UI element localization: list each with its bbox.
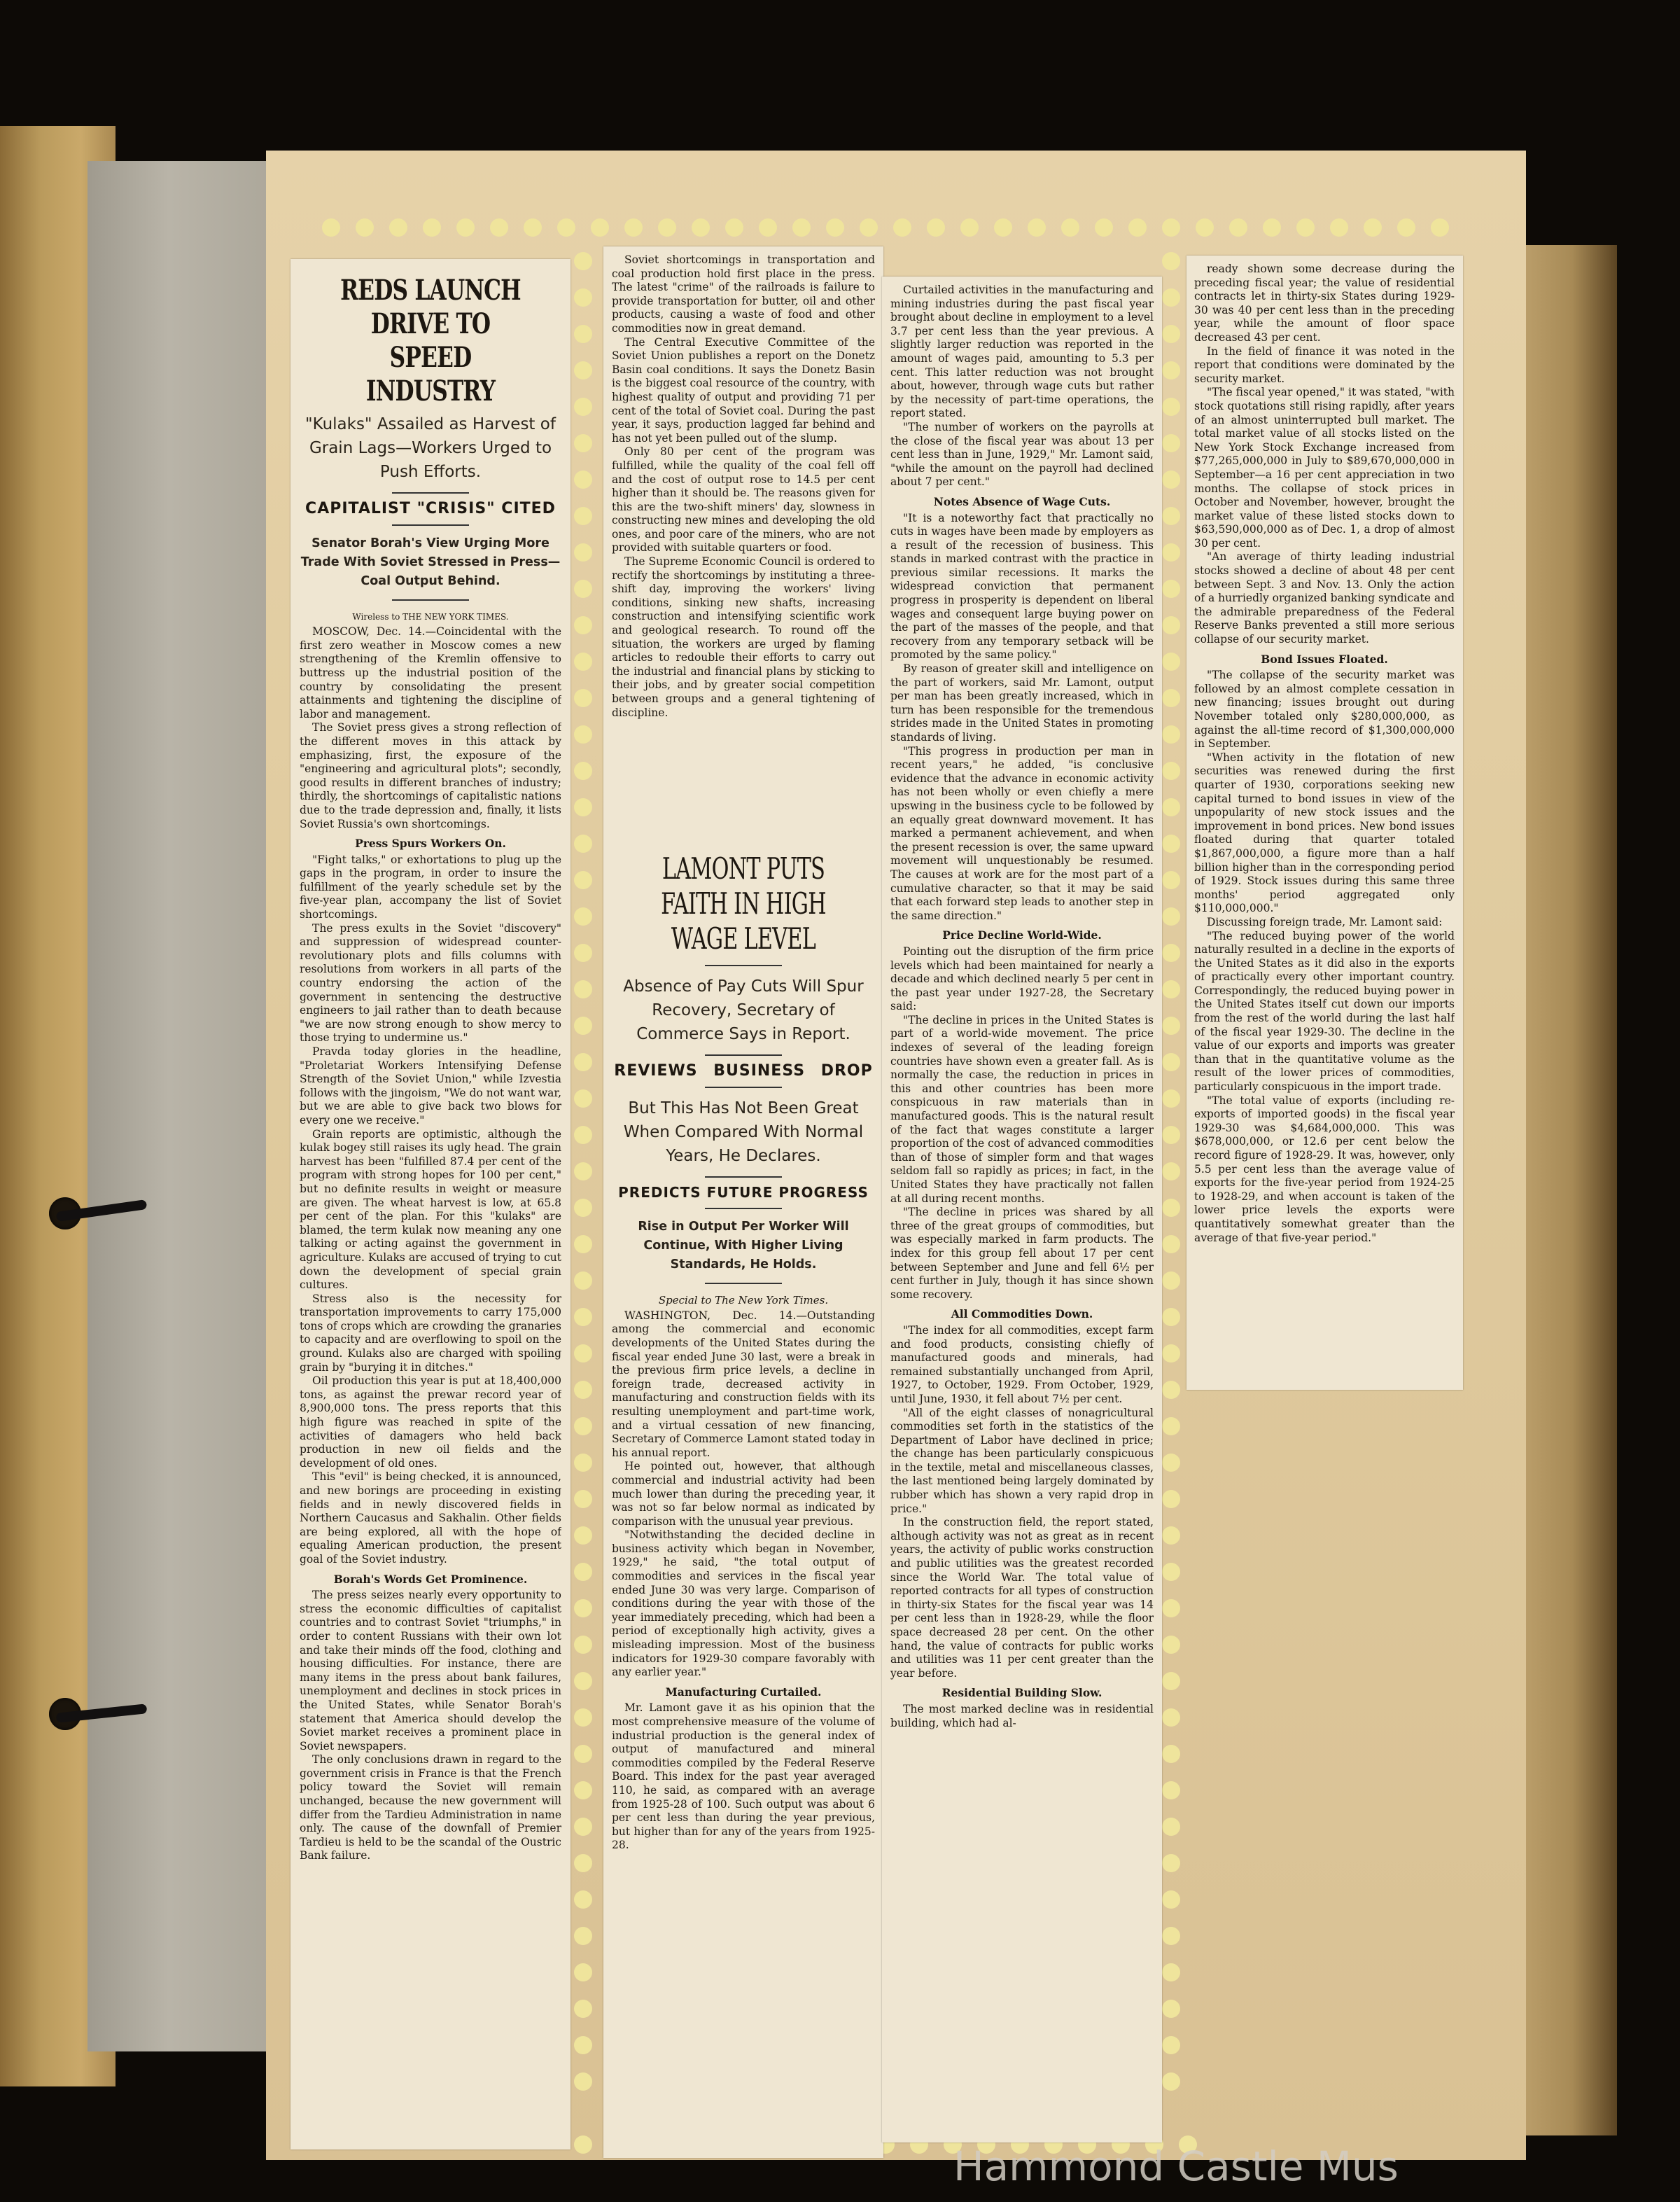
- perforation-dot: [574, 1381, 592, 1399]
- perforation-dot: [322, 218, 340, 237]
- article-subhead: REVIEWS BUSINESS DROP: [614, 1062, 873, 1080]
- perforation-dot: [1229, 218, 1247, 237]
- divider-rule: [705, 1087, 782, 1088]
- body-paragraph: Mr. Lamont gave it as his opinion that the most comprehensive measure of the volume of industrial production is the general index of output of manufactured and mineral commodities compiled by the Federal Reserve Board. This index for the past year averaged 110, he said, as compared with an average from 1925-28 of 100. Such output was about 6 per cent less than during the year previous, but higher than for any of the years from 1925-28.: [612, 1701, 875, 1852]
- section-heading: Residential Building Slow.: [941, 1686, 1102, 1700]
- perforation-dot: [1364, 218, 1382, 237]
- perforation-dot: [574, 1781, 592, 1799]
- headline-block: [300, 274, 561, 408]
- body-paragraph: Grain reports are optimistic, although the kulak bogey still raises its ugly head. The grain harvest has been "fulfilled 87.4 per cent of the program with strong hopes for 100 per cent," but no definite results in weight or measure are given. The wheat harvest is low, at 65.8 per cent of the plan. For this "kulaks" are blamed, the term kulak now meaning any one talking or acting against the government in agriculture. Kulaks are accused of trying to cut down the development of special grain cultures.: [300, 1127, 561, 1292]
- body-paragraph: "The index for all commodities, except farm and food products, consisting chiefly of manufactured goods and minerals, had remained substantially unchanged from April, 1927, to October, 1929. From October, 1929, until June, 1930, it fell about 7½ per cent.: [890, 1323, 1154, 1405]
- perforation-dot: [1162, 1781, 1180, 1799]
- perforation-dot: [1162, 434, 1180, 452]
- divider-rule: [392, 492, 469, 494]
- headline-block: [612, 851, 875, 956]
- perforation-dot: [574, 398, 592, 416]
- perforation-dot: [1162, 980, 1180, 998]
- perforation-dot: [826, 218, 844, 237]
- perforation-dot: [574, 1526, 592, 1545]
- perforation-dot: [574, 798, 592, 816]
- body-paragraph: The only conclusions drawn in regard to the government crisis in France is that the French policy toward the Soviet will remain unchanged, because the new government will differ from the Tardieu Administration in name only. The cause of the downfall of Premier Tardieu is held to be the scandal of the Oustric Bank failure.: [300, 1753, 561, 1862]
- perforation-dot: [1431, 218, 1449, 237]
- perforation-dot: [792, 218, 811, 237]
- perforation-dot: [1162, 871, 1180, 889]
- perforation-dot: [1196, 218, 1214, 237]
- section-heading: Bond Issues Floated.: [1261, 652, 1388, 666]
- body-paragraph: Pointing out the disruption of the firm price levels which had been maintained for nearly a decade and which declined nearly 5 per cent in the past year under 1927-28, the Secretary said:: [890, 945, 1154, 1013]
- article-deck: Absence of Pay Cuts Will Spur Recovery, Secretary of Commerce Says in Report.: [623, 977, 864, 1043]
- perforation-dot: [574, 835, 592, 853]
- perforation-dot: [1162, 907, 1180, 926]
- perforation-dot: [574, 2036, 592, 2054]
- body-paragraph: The Soviet press gives a strong reflection of the different moves in this attack by emphasizing, first, the exposure of the "engineering and agricultural plots"; secondly, good results in different branches of industry; thirdly, the shortcomings of capitalistic nations due to the trade depression and, finally, it lists Soviet Russia's own shortcomings.: [300, 721, 561, 830]
- perforation-dot: [759, 218, 777, 237]
- perforation-dot: [591, 218, 609, 237]
- perforation-dot: [574, 2072, 592, 2091]
- perforation-dot: [574, 1199, 592, 1217]
- perforation-dot: [1162, 1563, 1180, 1581]
- perforation-dot: [1128, 218, 1147, 237]
- body-paragraph: "The decline in prices was shared by all three of the great groups of commodities, but was especially marked in farm products. The index for this group fell about 17 per cent between September and June and fell 6½ per cent further in July, though it has since shown some recovery.: [890, 1206, 1154, 1301]
- perforation-dot: [1162, 1199, 1180, 1217]
- article-headline: LAMONT PUTS FAITH IN HIGH WAGE LEVEL: [661, 851, 826, 956]
- divider-rule: [705, 1054, 782, 1056]
- perforation-dot: [574, 361, 592, 379]
- perforation-dot: [356, 218, 374, 237]
- perforation-dot: [692, 218, 710, 237]
- perforation-dot: [1162, 471, 1180, 489]
- body-paragraph: The Supreme Economic Council is ordered to rectify the shortcomings by instituting a three-shift day, improving the workers' living conditions, sinking new shafts, increasing construction and intensifying scientific work and geological research. To round off the situation, the workers are urged by flaming articles to redouble their efforts to carry out the industrial and financial plans by sticking to their jobs, and by greater social competition between groups and a general tightening of discipline.: [612, 555, 875, 719]
- perforation-dot: [574, 434, 592, 452]
- perforation-dot: [557, 218, 575, 237]
- article-subhead: CAPITALIST "CRISIS" CITED: [305, 500, 556, 517]
- perforation-dot: [1162, 252, 1180, 270]
- perforation-dot: [1162, 1417, 1180, 1435]
- body-paragraph: Pravda today glories in the headline, "Proletariat Workers Intensifying Defense Strength of the Soviet Union," while Izvestia follows with the jingoism, "We do not want war, but we are able to give back two blows for every one we receive.": [300, 1045, 561, 1127]
- perforation-dot: [1162, 1381, 1180, 1399]
- museum-watermark: Hammond Castle Mus: [953, 2142, 1399, 2190]
- perforation-dot: [1162, 762, 1180, 780]
- perforation-dot: [574, 1417, 592, 1435]
- perforation-dot: [490, 218, 508, 237]
- body-paragraph: In the construction field, the report stated, although activity was not as great as in recent years, the activity of public works construction and public utilities was the greatest recorded since the World War. The total value of reported contracts for all types of construction in thirty-six States for the fiscal year was 14 per cent less than in 1928-29, while the floor space decreased 28 per cent. On the other hand, the value of contracts for public works and utilities was 11 per cent greater than the year before.: [890, 1516, 1154, 1680]
- section-heading: Manufacturing Curtailed.: [665, 1685, 822, 1699]
- perforation-dot: [1162, 1854, 1180, 1872]
- article-headline: REDS LAUNCH DRIVE TO SPEED INDUSTRY: [340, 274, 521, 407]
- perforation-dot: [1028, 218, 1046, 237]
- perforation-dot: [574, 288, 592, 307]
- perforation-dot: [574, 1454, 592, 1472]
- perforation-dot: [624, 218, 643, 237]
- perforation-dot: [574, 1162, 592, 1180]
- article-deck-3: Rise in Output Per Worker Will Continue, With Higher Living Standards, He Holds.: [638, 1220, 849, 1272]
- article-subhead-2: PREDICTS FUTURE PROGRESS: [618, 1183, 869, 1201]
- perforation-dot: [574, 1890, 592, 1909]
- perforation-dot: [574, 1126, 592, 1144]
- perforation-dot: [1162, 1089, 1180, 1108]
- perforation-dot: [1162, 725, 1180, 744]
- perforation-dot: [725, 218, 743, 237]
- perforation-dot: [574, 2135, 592, 2154]
- perforation-dot: [1162, 218, 1180, 237]
- perforation-dot: [574, 907, 592, 926]
- perforation-dot: [960, 218, 979, 237]
- perforation-dot: [574, 1818, 592, 1836]
- perforation-dot: [574, 543, 592, 562]
- perforation-dot: [574, 1708, 592, 1727]
- article-lamont: [612, 847, 875, 2153]
- perforation-dot: [574, 762, 592, 780]
- body-paragraph: Soviet shortcomings in transportation and coal production hold first place in the press. The latest "crime" of the railroads is failure to provide transportation for butter, oil and other products, causing a waste of food and other commodities now in great demand.: [612, 253, 875, 335]
- divider-rule: [705, 1176, 782, 1178]
- body-paragraph: In the field of finance it was noted in the report that conditions were dominated by the security market.: [1194, 344, 1455, 385]
- perforation-dot: [1162, 1599, 1180, 1617]
- perforation-dot: [1162, 798, 1180, 816]
- perforation-dot: [1162, 1162, 1180, 1180]
- perforation-dot: [456, 218, 475, 237]
- body-paragraph: "Notwithstanding the decided decline in business activity which began in November, 1929," he said, "the total output of commodities and services in the fiscal year ended June 30 was very large. Comparison of conditions during the year with those of the year immediately preceding, which had been a period of exceptionally high activity, gives a misleading impression. Most of the business indicators for 1929-30 compare favorably with any earlier year.": [612, 1528, 875, 1679]
- section-heading: Price Decline World-Wide.: [942, 928, 1102, 942]
- body-paragraph: Only 80 per cent of the program was fulfilled, while the quality of the coal fell off and the cost of output rose to 14.5 per cent higher than it should be. The reasons given for this are the two-shift miners' day, slowness in constructing new mines and developing the old ones, and poor care of the miners, who are not provided with suitable quarters or food.: [612, 445, 875, 555]
- perforation-dot: [1162, 2000, 1180, 2018]
- perforation-dot: [574, 1271, 592, 1290]
- perforation-dot: [1162, 653, 1180, 671]
- perforation-dot: [1162, 398, 1180, 416]
- article-reds-launch-drive: [300, 270, 561, 2142]
- perforation-dot: [1162, 325, 1180, 343]
- perforation-dot: [1162, 543, 1180, 562]
- perforation-dot: [1162, 616, 1180, 634]
- perforation-dot: [574, 1308, 592, 1326]
- divider-rule: [705, 965, 782, 966]
- body-paragraph: "The total value of exports (including re-exports of imported goods) in the fiscal year 1929-30 was $4,684,000,000. This was $678,000,000, or 12.6 per cent below the record figure of 1928-29. It was, however, only 5.5 per cent less than the average value of exports for the five-year period from 1924-25 to 1928-29, and when account is taken of the lower price levels the exports were quantitatively somewhat greater than the average of that five-year period.": [1194, 1094, 1455, 1244]
- perforation-dot: [574, 507, 592, 525]
- divider-rule: [705, 1283, 782, 1284]
- perforation-dot: [1162, 2072, 1180, 2091]
- perforation-dot: [574, 471, 592, 489]
- article-deck-2: But This Has Not Been Great When Compared With Normal Years, He Declares.: [623, 1099, 864, 1165]
- perforation-dot: [574, 616, 592, 634]
- perforation-dot: [1095, 218, 1113, 237]
- perforation-dot: [574, 1563, 592, 1581]
- body-paragraph: "The fiscal year opened," it was stated, "with stock quotations still rising rapidly, after years of an almost uninterrupted bull market. The total market value of all stocks listed on the New York Stock Exchange increased from $77,265,000,000 in July to $89,670,000,000 in September—a 16 per cent appreciation in two months. The collapse of stock prices in October and November, however, brought the market value of these listed stocks down to $63,590,000,000 as of Dec. 1, a drop of almost 30 per cent.: [1194, 386, 1455, 550]
- body-paragraph: This "evil" is being checked, it is announced, and new borings are proceeding in existing fields and in newly discovered fields in Northern Caucasus and Sakhalin. Other fields are being explored, all with the hope of equaling American production, the present goal of the Soviet industry.: [300, 1470, 561, 1566]
- perforation-dot: [574, 1854, 592, 1872]
- body-paragraph: The most marked decline was in residential building, which had al-: [890, 1702, 1154, 1729]
- perforation-dot: [1162, 361, 1180, 379]
- article-lamont-concluded: [1194, 263, 1455, 1383]
- section-heading: Press Spurs Workers On.: [355, 837, 506, 851]
- divider-rule: [392, 599, 469, 601]
- perforation-dot: [1330, 218, 1348, 237]
- perforation-dot: [1162, 1053, 1180, 1071]
- article-lamont-continued: [890, 284, 1154, 2135]
- perforation-dot: [574, 1963, 592, 1981]
- perforation-dot: [1162, 835, 1180, 853]
- perforation-dot: [1162, 1963, 1180, 1981]
- perforation-dot: [574, 2000, 592, 2018]
- perforation-dot: [1397, 218, 1415, 237]
- perforation-dot: [927, 218, 945, 237]
- perforation-dot: [574, 252, 592, 270]
- perforation-dot: [574, 1089, 592, 1108]
- perforation-dot: [658, 218, 676, 237]
- body-paragraph: "The decline in prices in the United States is part of a world-wide movement. The price indexes of several of the leading foreign countries have shown even a greater fall. As is normally the case, the reduction in prices in this and other countries has been more conspicuous in raw materials than in manufactured goods. This is the natural result of the fact that wages constitute a larger proportion of the cost of advanced commodities than of those of simpler form and that wages seldom fall so rapidly as prices; in fact, in the United States they have practically not fallen at all during recent months.: [890, 1013, 1154, 1205]
- perforation-dot: [574, 689, 592, 707]
- perforation-dot: [1162, 1271, 1180, 1290]
- perforation-dot: [574, 1672, 592, 1690]
- perforation-dot: [574, 1599, 592, 1617]
- article-byline: Wireless to THE NEW YORK TIMES.: [352, 611, 509, 622]
- body-paragraph: ready shown some decrease during the preceding fiscal year; the value of residential contracts let in thirty-six States during 1929-30 was 40 per cent less than in the preceding year, while the amount of floor space decreased 43 per cent.: [1194, 263, 1455, 344]
- perforation-dot: [574, 580, 592, 598]
- perforation-dot: [574, 1745, 592, 1763]
- section-heading: All Commodities Down.: [951, 1307, 1093, 1321]
- perforation-dot: [860, 218, 878, 237]
- body-paragraph: The press seizes nearly every opportunity to stress the economic difficulties of capitalist countries and to contrast Soviet "triumphs," in order to content Russians with their own lot and take their minds off the food, clothing and housing difficulties. For instance, there are many items in the press about bank failures, unemployment and declines in stock prices in the United States, while Senator Borah's statement that America should develop the Soviet market receives a prominent place in Soviet newspapers.: [300, 1589, 561, 1752]
- divider-rule: [705, 1208, 782, 1209]
- perforation-dot: [1162, 288, 1180, 307]
- perforation-dot: [574, 325, 592, 343]
- perforation-dot: [574, 725, 592, 744]
- perforation-dot: [1162, 1344, 1180, 1363]
- body-paragraph: "This progress in production per man in recent years," he added, "is conclusive evidence that the advance in economic activity has not been wholly or even chiefly a mere upswing in the business cycle to be followed by an equally great downward movement. It has marked a permanent achievement, and when the present recession is over, the same upward movement will unquestionably be resumed. The causes at work are for the most part of a cumulative character, so that it may be said that each forward step leads to another step in the same direction.": [890, 744, 1154, 922]
- body-paragraph: Curtailed activities in the manufacturing and mining industries during the past fiscal year brought about decline in employment to a level 3.7 per cent less than the year previous. A slightly larger reduction was reported in the amount of wages paid, amounting to 5.3 per cent. This latter reduction was not brought about, however, through wage cuts but rather by the necessity of part-time operations, the report stated.: [890, 284, 1154, 420]
- body-paragraph: "It is a noteworthy fact that practically no cuts in wages have been made by employers as a result of the recession of business. This stands in marked contrast with the practice in previous similar recessions. It marks the widespread conviction that permanent progress in prosperity is dependent on liberal wages and consequent large buying power on the part of the masses of the people, and that recovery from any temporary setback will be promoted by the same policy.": [890, 511, 1154, 662]
- body-paragraph: MOSCOW, Dec. 14.—Coincidental with the first zero weather in Moscow comes a new strengthening of the Kremlin offensive to buttress up the industrial position of the country by consolidating the present attainments and tightening the discipline of labor and management.: [300, 625, 561, 720]
- perforation-dot: [1162, 1818, 1180, 1836]
- binding-strip: [88, 161, 290, 2051]
- body-paragraph: "The number of workers on the payrolls at the close of the fiscal year was about 13 per cent less than in June, 1929," Mr. Lamont said, "while the amount on the payroll had declined about 7 per cent.": [890, 420, 1154, 489]
- section-heading: Borah's Words Get Prominence.: [333, 1572, 528, 1586]
- perforation-dot: [574, 1235, 592, 1253]
- perforation-dot: [1162, 1526, 1180, 1545]
- perforation-dot: [1263, 218, 1281, 237]
- perforation-dot: [1162, 1235, 1180, 1253]
- perforation-dot: [1162, 1708, 1180, 1727]
- perforation-dot: [1162, 1927, 1180, 1945]
- perforation-dot: [1162, 1636, 1180, 1654]
- perforation-dot: [574, 653, 592, 671]
- perforation-dot: [1162, 1017, 1180, 1035]
- perforation-dot: [574, 1927, 592, 1945]
- body-paragraph: "An average of thirty leading industrial stocks showed a decline of about 48 per cent between Sept. 3 and Nov. 13. Only the action of a hurriedly organized banking syndicate and the admirable preparedness of the Federal Reserve Banks prevented a still more serious collapse of our security market.: [1194, 550, 1455, 646]
- perforation-dot: [1061, 218, 1079, 237]
- divider-rule: [392, 524, 469, 526]
- article-byline: Special to The New York Times.: [658, 1294, 829, 1307]
- perforation-dot: [574, 1490, 592, 1508]
- body-paragraph: "Fight talks," or exhortations to plug up the gaps in the program, in order to insure the fulfillment of the yearly schedule set by the five-year plan, accompany the list of Soviet shortcomings.: [300, 853, 561, 921]
- perforation-dot: [1162, 944, 1180, 962]
- body-paragraph: Oil production this year is put at 18,400,000 tons, as against the prewar record year of 8,900,000 tons. The press reports that this high figure was reached in spite of the activities of damagers who held back production in new oil fields and the development of old ones.: [300, 1374, 561, 1470]
- perforation-dot: [1162, 689, 1180, 707]
- perforation-dot: [1162, 1890, 1180, 1909]
- body-paragraph: Stress also is the necessity for transportation improvements to carry 175,000 tons of crops which are crowding the granaries to capacity and are overflowing to spoil on the ground. Kulaks also are charged with spoiling grain by "burying it in ditches.": [300, 1292, 561, 1374]
- perforation-dot: [524, 218, 542, 237]
- perforation-dot: [574, 944, 592, 962]
- body-paragraph: "All of the eight classes of nonagricultural commodities set forth in the statistics of the Department of Labor have declined in price; the change has been particularly conspicuous in the textile, metal and miscellaneous classes, the last mentioned being largely dominated by rubber which has shown a very rapid drop in price.": [890, 1406, 1154, 1515]
- perforation-dot: [389, 218, 407, 237]
- perforation-dot: [1162, 1490, 1180, 1508]
- perforation-dot: [1162, 1308, 1180, 1326]
- perforation-dot: [893, 218, 911, 237]
- body-paragraph: By reason of greater skill and intelligence on the part of workers, said Mr. Lamont, output per man has been greatly increased, which in turn has been responsible for the tremendous strides made in the United States in promoting standards of living.: [890, 662, 1154, 744]
- body-paragraph: "When activity in the flotation of new securities was renewed during the first quarter of 1930, corporations seeking new capital turned to bond issues in view of the unpopularity of new stock issues and the improvement in bond prices. New bond issues floated during that quarter totaled $1,867,000,000, a figure more than a half billion higher than in the corresponding period of 1929. Stock issues during this same three months' period aggregated only $110,000,000.": [1194, 751, 1455, 915]
- perforation-dot: [1162, 1672, 1180, 1690]
- perforation-dot: [1162, 580, 1180, 598]
- perforation-dot: [574, 980, 592, 998]
- perforation-dot: [423, 218, 441, 237]
- article-subdeck: Senator Borah's View Urging More Trade With Soviet Stressed in Press—Coal Output Behind.: [300, 536, 561, 588]
- perforation-dot: [1162, 1745, 1180, 1763]
- body-paragraph: "The collapse of the security market was followed by an almost complete cessation in new financing; issues brought out during November totaled only $280,000,000, as against the all-time record of $1,300,000,000 in September.: [1194, 669, 1455, 751]
- perforation-dot: [1162, 1126, 1180, 1144]
- article-soviet-continued: [612, 253, 875, 828]
- perforation-dot: [1162, 1454, 1180, 1472]
- perforation-dot: [994, 218, 1012, 237]
- body-paragraph: "The reduced buying power of the world naturally resulted in a decline in the exports of the United States as it did also in the exports of practically every other important country. Correspondingly, the reduced buying power in the United States itself cut down our imports from the rest of the world during the last half of the fiscal year 1929-30. The decline in the value of our exports and imports was greater than that in the quantitative volume as the result of the lower prices of commodities, particularly conspicuous in the import trade.: [1194, 929, 1455, 1094]
- perforation-dot: [574, 1344, 592, 1363]
- perforation-dot: [1162, 2036, 1180, 2054]
- body-paragraph: The Central Executive Committee of the Soviet Union publishes a report on the Donetz Basin coal conditions. It says the Donetz Basin is the biggest coal resource of the country, with highest quality of output and providing 71 per cent of the total of Soviet coal. During the past year, it says, production lagged far behind and has not yet been pulled out of the slump.: [612, 335, 875, 445]
- perforation-dot: [574, 871, 592, 889]
- perforation-dot: [574, 1053, 592, 1071]
- perforation-dot: [574, 1017, 592, 1035]
- body-paragraph: Discussing foreign trade, Mr. Lamont said:: [1207, 915, 1443, 928]
- perforation-dot: [1162, 507, 1180, 525]
- section-heading: Notes Absence of Wage Cuts.: [933, 494, 1111, 508]
- perforation-dot: [1296, 218, 1315, 237]
- article-deck: "Kulaks" Assailed as Harvest of Grain Lags—Workers Urged to Push Efforts.: [305, 415, 556, 481]
- perforation-dot: [574, 1636, 592, 1654]
- body-paragraph: He pointed out, however, that although commercial and industrial activity had been much lower than during the preceding year, it was not so far below normal as indicated by comparison with the unusual year previous.: [612, 1460, 875, 1528]
- body-paragraph: WASHINGTON, Dec. 14.—Outstanding among the commercial and economic developments of the United States during the fiscal year ended June 30 last, were a break in the previous firm price levels, a decline in foreign trade, decreased activity in manufacturing and construction fields with its resulting unemployment and part-time work, and a virtual cessation of new financing, Secretary of Commerce Lamont stated today in his annual report.: [612, 1309, 875, 1459]
- body-paragraph: The press exults in the Soviet "discovery" and suppression of widespread counter-revolutionary plots and fills columns with resolutions from workers in all parts of the country endorsing the action of the government in sentencing the destructive engineers to jail rather than to death because "we are now strong enough to show mercy to those trying to undermine us.": [300, 921, 561, 1045]
